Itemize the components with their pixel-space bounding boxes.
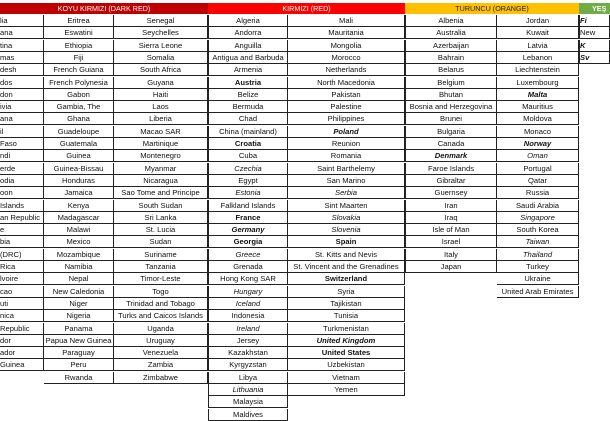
cell-col-orange-b[interactable]: Moldova: [497, 113, 579, 125]
cell-col-dark-c[interactable]: South Africa: [114, 64, 208, 76]
cell-col-dark-c[interactable]: Tanzania: [114, 261, 208, 273]
cell-col-dark-a[interactable]: ana: [0, 113, 44, 125]
cell-col-orange-b[interactable]: Russia: [497, 187, 579, 199]
cell-col-red-b[interactable]: Mali: [288, 15, 405, 27]
cell-col-dark-b[interactable]: Mexico: [44, 236, 114, 248]
cell-col-orange-a[interactable]: Bhutan: [405, 89, 497, 101]
cell-col-red-b[interactable]: Tajikistan: [288, 298, 405, 310]
cell-col-orange-a[interactable]: Israel: [405, 236, 497, 248]
cell-col-dark-a[interactable]: ador: [0, 347, 44, 359]
cell-col-red-a[interactable]: Anguilla: [208, 40, 288, 52]
cell-col-dark-b[interactable]: Madagascar: [44, 212, 114, 224]
header-green[interactable]: YEŞ: [579, 3, 610, 14]
cell-col-dark-a[interactable]: Faso: [0, 138, 44, 150]
header-orange[interactable]: TURUNCU (ORANGE): [405, 3, 579, 14]
cell-col-dark-c[interactable]: Trinidad and Tobago: [114, 298, 208, 310]
cell-col-orange-a[interactable]: Faroe Islands: [405, 163, 497, 175]
cell-col-dark-b[interactable]: Paraguay: [44, 347, 114, 359]
cell-col-green[interactable]: K: [579, 40, 610, 52]
cell-col-orange-b[interactable]: Singapore: [497, 212, 579, 224]
cell-col-red-a[interactable]: Kazakhstan: [208, 347, 288, 359]
cell-col-dark-b[interactable]: Papua New Guinea: [44, 335, 114, 347]
cell-col-dark-c[interactable]: Zambia: [114, 359, 208, 371]
cell-col-dark-b[interactable]: Rwanda: [44, 372, 114, 384]
cell-col-orange-b[interactable]: Kuwait: [497, 27, 579, 39]
cell-col-dark-b[interactable]: Fiji: [44, 52, 114, 64]
cell-col-dark-a[interactable]: an Republic: [0, 212, 44, 224]
cell-col-red-a[interactable]: Jersey: [208, 335, 288, 347]
cell-col-orange-b[interactable]: Ukraine: [497, 273, 579, 285]
cell-col-red-b[interactable]: St. Vincent and the Grenadines: [288, 261, 405, 273]
cell-col-dark-c[interactable]: Venezuela: [114, 347, 208, 359]
cell-col-dark-c[interactable]: Sierra Leone: [114, 40, 208, 52]
cell-col-red-a[interactable]: Cuba: [208, 150, 288, 162]
cell-col-dark-c[interactable]: Macao SAR: [114, 126, 208, 138]
cell-col-orange-b[interactable]: Norway: [497, 138, 579, 150]
cell-col-orange-a[interactable]: Gibraltar: [405, 175, 497, 187]
cell-col-red-a[interactable]: Hungary: [208, 286, 288, 298]
cell-col-dark-b[interactable]: Nepal: [44, 273, 114, 285]
cell-col-red-a[interactable]: Algeria: [208, 15, 288, 27]
cell-col-dark-a[interactable]: ana: [0, 27, 44, 39]
cell-col-red-b[interactable]: Philippines: [288, 113, 405, 125]
cell-col-orange-b[interactable]: Turkey: [497, 261, 579, 273]
cell-col-orange-b[interactable]: Mauritius: [497, 101, 579, 113]
cell-col-orange-a[interactable]: Guernsey: [405, 187, 497, 199]
cell-col-dark-b[interactable]: Gabon: [44, 89, 114, 101]
cell-col-dark-a[interactable]: oon: [0, 187, 44, 199]
cell-col-orange-a[interactable]: Japan: [405, 261, 497, 273]
cell-col-orange-a[interactable]: Azerbaijan: [405, 40, 497, 52]
cell-col-dark-b[interactable]: Kenya: [44, 200, 114, 212]
cell-col-red-a[interactable]: Grenada: [208, 261, 288, 273]
cell-col-red-a[interactable]: Czechia: [208, 163, 288, 175]
cell-col-red-a[interactable]: Armenia: [208, 64, 288, 76]
cell-col-green[interactable]: Sv: [579, 52, 610, 64]
cell-col-dark-c[interactable]: Martinique: [114, 138, 208, 150]
cell-col-red-b[interactable]: St. Kitts and Nevis: [288, 249, 405, 261]
cell-col-dark-a[interactable]: cao: [0, 286, 44, 298]
cell-col-orange-b[interactable]: Saudi Arabia: [497, 200, 579, 212]
cell-col-dark-a[interactable]: dor: [0, 335, 44, 347]
cell-col-orange-a[interactable]: Bosnia and Herzegovina: [405, 101, 497, 113]
cell-col-red-a[interactable]: Croatia: [208, 138, 288, 150]
cell-col-red-a[interactable]: Bermuda: [208, 101, 288, 113]
cell-col-dark-b[interactable]: Peru: [44, 359, 114, 371]
cell-col-dark-a[interactable]: e: [0, 224, 44, 236]
cell-col-dark-a[interactable]: Rica: [0, 261, 44, 273]
cell-col-dark-b[interactable]: Panama: [44, 323, 114, 335]
cell-col-red-a[interactable]: Georgia: [208, 236, 288, 248]
cell-col-red-b[interactable]: Slovakia: [288, 212, 405, 224]
cell-col-red-a[interactable]: Malaysia: [208, 396, 288, 408]
cell-col-orange-a[interactable]: Belarus: [405, 64, 497, 76]
cell-col-red-b[interactable]: Mongolia: [288, 40, 405, 52]
cell-col-dark-a[interactable]: il: [0, 126, 44, 138]
cell-col-dark-c[interactable]: Guyana: [114, 77, 208, 89]
cell-col-dark-c[interactable]: Zimbabwe: [114, 372, 208, 384]
cell-col-orange-b[interactable]: Jordan: [497, 15, 579, 27]
cell-col-red-b[interactable]: Yemen: [288, 384, 405, 396]
cell-col-dark-b[interactable]: Ethiopia: [44, 40, 114, 52]
header-dark-red[interactable]: KOYU KIRMIZI (DARK RED): [0, 3, 208, 14]
cell-col-red-b[interactable]: Poland: [288, 126, 405, 138]
cell-col-dark-c[interactable]: Suriname: [114, 249, 208, 261]
cell-col-red-b[interactable]: Morocco: [288, 52, 405, 64]
cell-col-dark-a[interactable]: erde: [0, 163, 44, 175]
cell-col-orange-a[interactable]: Bulgaria: [405, 126, 497, 138]
cell-col-dark-a[interactable]: uti: [0, 298, 44, 310]
cell-col-dark-c[interactable]: Togo: [114, 286, 208, 298]
cell-col-red-a[interactable]: Greece: [208, 249, 288, 261]
cell-col-red-a[interactable]: Belize: [208, 89, 288, 101]
cell-col-dark-c[interactable]: Myanmar: [114, 163, 208, 175]
cell-col-orange-b[interactable]: Latvia: [497, 40, 579, 52]
cell-col-red-a[interactable]: Chad: [208, 113, 288, 125]
cell-col-red-b[interactable]: Sint Maarten: [288, 200, 405, 212]
cell-col-dark-c[interactable]: Uruguay: [114, 335, 208, 347]
cell-col-red-b[interactable]: United States: [288, 347, 405, 359]
cell-col-orange-b[interactable]: Liechtenstein: [497, 64, 579, 76]
cell-col-green[interactable]: Fi: [579, 15, 610, 27]
cell-col-dark-a[interactable]: don: [0, 89, 44, 101]
cell-col-dark-c[interactable]: Seychelles: [114, 27, 208, 39]
cell-col-orange-b[interactable]: South Korea: [497, 224, 579, 236]
cell-col-dark-b[interactable]: Nigeria: [44, 310, 114, 322]
cell-col-dark-b[interactable]: Guadeloupe: [44, 126, 114, 138]
cell-col-red-b[interactable]: United Kingdom: [288, 335, 405, 347]
cell-col-red-b[interactable]: Serbia: [288, 187, 405, 199]
cell-col-orange-b[interactable]: United Arab Emirates: [497, 286, 579, 298]
cell-col-dark-c[interactable]: Somalia: [114, 52, 208, 64]
cell-col-red-b[interactable]: Reunion: [288, 138, 405, 150]
cell-col-orange-b[interactable]: Portugal: [497, 163, 579, 175]
cell-col-red-a[interactable]: Egypt: [208, 175, 288, 187]
cell-col-dark-b[interactable]: Gambia, The: [44, 101, 114, 113]
header-red[interactable]: KIRMIZI (RED): [208, 3, 405, 14]
cell-col-red-b[interactable]: Spain: [288, 236, 405, 248]
cell-col-dark-b[interactable]: Eritrea: [44, 15, 114, 27]
cell-col-dark-a[interactable]: lia: [0, 15, 44, 27]
cell-col-orange-b[interactable]: Taiwan: [497, 236, 579, 248]
cell-col-dark-a[interactable]: nica: [0, 310, 44, 322]
cell-col-green[interactable]: New: [579, 27, 610, 39]
cell-col-red-a[interactable]: Lithuania: [208, 384, 288, 396]
cell-col-dark-c[interactable]: Sri Lanka: [114, 212, 208, 224]
cell-col-red-b[interactable]: Syria: [288, 286, 405, 298]
cell-col-red-b[interactable]: Turkmenistan: [288, 323, 405, 335]
cell-col-dark-b[interactable]: Ghana: [44, 113, 114, 125]
cell-col-dark-b[interactable]: Namibia: [44, 261, 114, 273]
cell-col-dark-a[interactable]: (DRC): [0, 249, 44, 261]
cell-col-dark-b[interactable]: Niger: [44, 298, 114, 310]
cell-col-dark-b[interactable]: Guinea-Bissau: [44, 163, 114, 175]
cell-col-dark-a[interactable]: odia: [0, 175, 44, 187]
cell-col-dark-c[interactable]: St. Lucia: [114, 224, 208, 236]
cell-col-red-a[interactable]: Antigua and Barbuda: [208, 52, 288, 64]
cell-col-dark-a[interactable]: bia: [0, 236, 44, 248]
cell-col-red-a[interactable]: Libya: [208, 372, 288, 384]
cell-col-dark-c[interactable]: Liberia: [114, 113, 208, 125]
cell-col-red-b[interactable]: Mauritania: [288, 27, 405, 39]
cell-col-red-b[interactable]: Netherlands: [288, 64, 405, 76]
cell-col-dark-b[interactable]: Guatemala: [44, 138, 114, 150]
cell-col-dark-c[interactable]: Uganda: [114, 323, 208, 335]
cell-col-red-b[interactable]: Uzbekistan: [288, 359, 405, 371]
cell-col-red-b[interactable]: Saint Barthelemy: [288, 163, 405, 175]
cell-col-dark-c[interactable]: Montenegro: [114, 150, 208, 162]
cell-col-orange-b[interactable]: Luxembourg: [497, 77, 579, 89]
cell-col-red-b[interactable]: Switzerland: [288, 273, 405, 285]
cell-col-red-b[interactable]: North Macedonia: [288, 77, 405, 89]
cell-col-dark-b[interactable]: Mozambique: [44, 249, 114, 261]
cell-col-dark-c[interactable]: South Sudan: [114, 200, 208, 212]
cell-col-dark-b[interactable]: Honduras: [44, 175, 114, 187]
cell-col-red-a[interactable]: Germany: [208, 224, 288, 236]
cell-col-orange-a[interactable]: Australia: [405, 27, 497, 39]
cell-col-orange-a[interactable]: Italy: [405, 249, 497, 261]
cell-col-red-a[interactable]: Maldives: [208, 409, 288, 421]
cell-col-orange-a[interactable]: Belgium: [405, 77, 497, 89]
cell-col-orange-b[interactable]: Lebanon: [497, 52, 579, 64]
cell-col-dark-a[interactable]: Islands: [0, 200, 44, 212]
cell-col-dark-b[interactable]: French Guiana: [44, 64, 114, 76]
cell-col-dark-c[interactable]: Turks and Caicos Islands: [114, 310, 208, 322]
cell-col-dark-a[interactable]: ivia: [0, 101, 44, 113]
cell-col-dark-c[interactable]: Haiti: [114, 89, 208, 101]
cell-col-red-a[interactable]: Ireland: [208, 323, 288, 335]
cell-col-red-a[interactable]: Kyrgyzstan: [208, 359, 288, 371]
cell-col-red-a[interactable]: Falkland Islands: [208, 200, 288, 212]
cell-col-orange-a[interactable]: Albenia: [405, 15, 497, 27]
cell-col-red-a[interactable]: Andorra: [208, 27, 288, 39]
cell-col-orange-a[interactable]: Denmark: [405, 150, 497, 162]
cell-col-dark-a[interactable]: tina: [0, 40, 44, 52]
cell-col-red-a[interactable]: Austria: [208, 77, 288, 89]
cell-col-dark-b[interactable]: Eswatini: [44, 27, 114, 39]
cell-col-dark-c[interactable]: Sudan: [114, 236, 208, 248]
cell-col-dark-c[interactable]: Laos: [114, 101, 208, 113]
cell-col-red-b[interactable]: Pakistan: [288, 89, 405, 101]
cell-col-orange-a[interactable]: Brunei: [405, 113, 497, 125]
cell-col-orange-b[interactable]: Malta: [497, 89, 579, 101]
cell-col-dark-a[interactable]: ndi: [0, 150, 44, 162]
cell-col-red-a[interactable]: Estonia: [208, 187, 288, 199]
cell-col-dark-b[interactable]: Malawi: [44, 224, 114, 236]
cell-col-dark-a[interactable]: mas: [0, 52, 44, 64]
cell-col-red-b[interactable]: Vietnam: [288, 372, 405, 384]
cell-col-dark-b[interactable]: Jamaica: [44, 187, 114, 199]
cell-col-dark-a[interactable]: lvoire: [0, 273, 44, 285]
cell-col-dark-a[interactable]: desh: [0, 64, 44, 76]
cell-col-orange-a[interactable]: Isle of Man: [405, 224, 497, 236]
cell-col-dark-c[interactable]: Sao Tome and Principe: [114, 187, 208, 199]
cell-col-dark-b[interactable]: French Polynesia: [44, 77, 114, 89]
cell-col-red-b[interactable]: Romania: [288, 150, 405, 162]
cell-col-dark-a[interactable]: Guinea: [0, 359, 44, 371]
cell-col-orange-a[interactable]: Iraq: [405, 212, 497, 224]
cell-col-orange-a[interactable]: Canada: [405, 138, 497, 150]
cell-col-orange-b[interactable]: Qatar: [497, 175, 579, 187]
cell-col-dark-b[interactable]: Guinea: [44, 150, 114, 162]
cell-col-red-a[interactable]: Hong Kong SAR: [208, 273, 288, 285]
cell-col-dark-b[interactable]: New Caledonia: [44, 286, 114, 298]
cell-col-dark-c[interactable]: Timor-Leste: [114, 273, 208, 285]
cell-col-red-a[interactable]: Iceland: [208, 298, 288, 310]
cell-col-dark-c[interactable]: Senegal: [114, 15, 208, 27]
cell-col-orange-b[interactable]: Oman: [497, 150, 579, 162]
cell-col-red-a[interactable]: Indonesia: [208, 310, 288, 322]
cell-col-red-b[interactable]: Tunisia: [288, 310, 405, 322]
cell-col-dark-a[interactable]: dos: [0, 77, 44, 89]
cell-col-orange-a[interactable]: Bahrain: [405, 52, 497, 64]
cell-col-orange-a[interactable]: Iran: [405, 200, 497, 212]
cell-col-orange-b[interactable]: Monaco: [497, 126, 579, 138]
cell-col-dark-a[interactable]: Republic: [0, 323, 44, 335]
cell-col-red-a[interactable]: China (mainland): [208, 126, 288, 138]
cell-col-dark-c[interactable]: Nicaragua: [114, 175, 208, 187]
cell-col-red-b[interactable]: Palestine: [288, 101, 405, 113]
cell-col-orange-b[interactable]: Thailand: [497, 249, 579, 261]
cell-col-red-b[interactable]: Slovenia: [288, 224, 405, 236]
cell-col-red-b[interactable]: San Marino: [288, 175, 405, 187]
cell-col-red-a[interactable]: France: [208, 212, 288, 224]
